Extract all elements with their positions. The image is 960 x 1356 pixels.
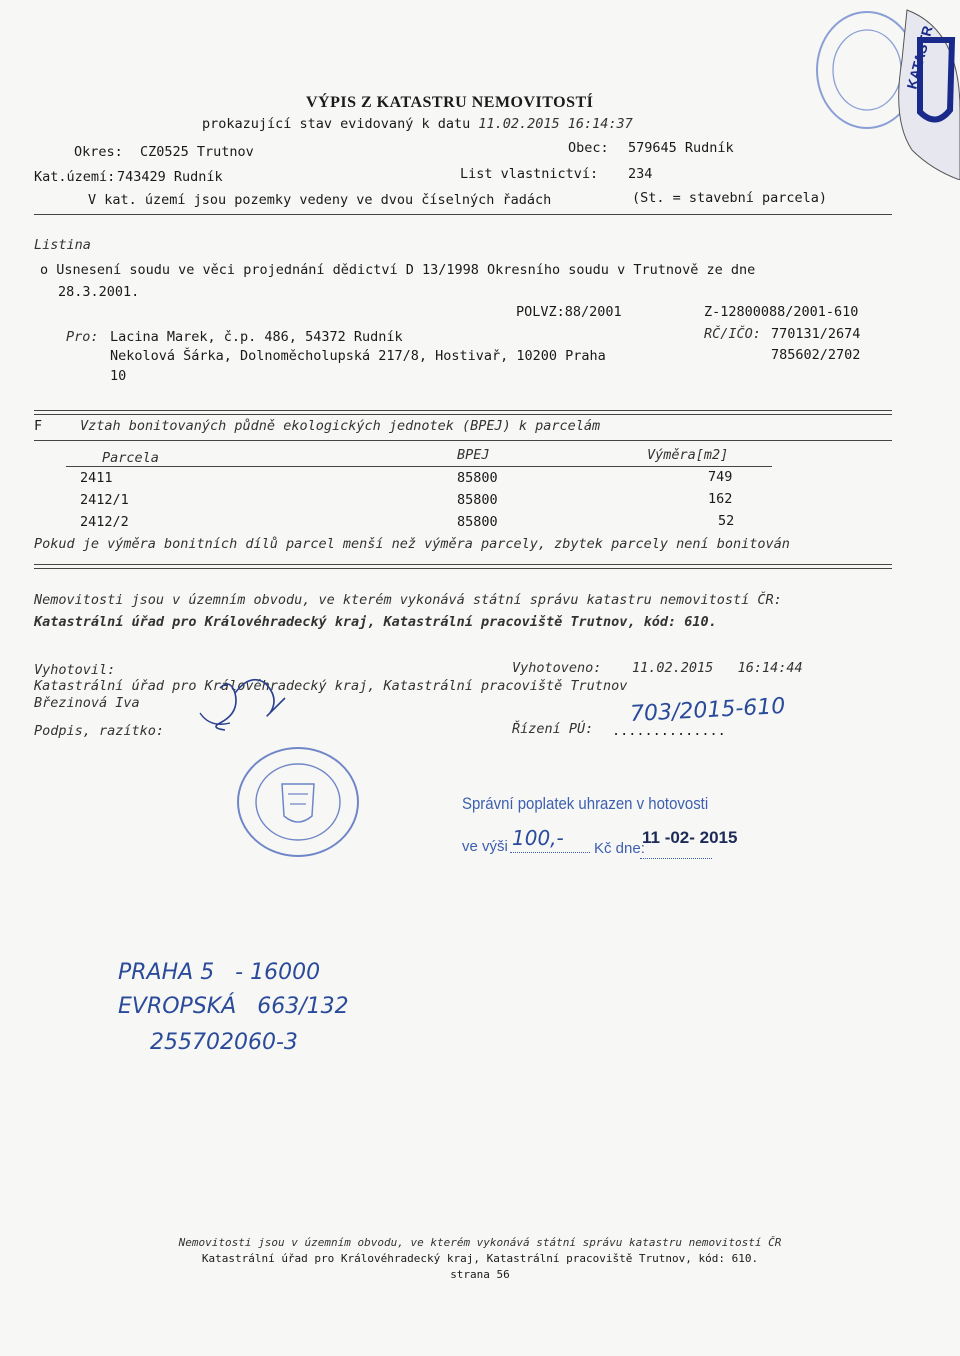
parcela-cell: 2412/1	[80, 492, 129, 508]
fee-currency: Kč dne:	[594, 840, 645, 857]
rizeni-label: Řízení PÚ:	[512, 721, 594, 737]
vymera-cell: 162	[708, 491, 733, 507]
okres-label: Okres:	[74, 144, 123, 160]
rizeni-handwritten: 703/2015-610	[629, 693, 786, 728]
obec-value: 579645 Rudník	[628, 140, 734, 156]
col-bpej: BPEJ	[457, 447, 490, 463]
table-header-rule	[66, 466, 772, 467]
listina-item-line1: o Usnesení soudu ve věci projednání dědictví D 13/1998 Okresního soudu v Trutnově ze dne	[40, 262, 756, 278]
bpej-cell: 85800	[457, 514, 498, 530]
col-vymera: Výměra[m2]	[647, 447, 729, 463]
fee-date-dots	[640, 858, 712, 859]
document-title: VÝPIS Z KATASTRU NEMOVITOSTÍ	[306, 94, 594, 111]
subtitle-date: 11.02.2015 16:14:37	[478, 116, 633, 132]
podpis-label: Podpis, razítko:	[34, 723, 165, 739]
bpej-cell: 85800	[457, 492, 498, 508]
parcela-cell: 2412/2	[80, 514, 129, 530]
series-note-right: (St. = stavební parcela)	[632, 190, 828, 206]
vymera-cell: 52	[718, 513, 735, 529]
fee-stamp-prefix: ve výši	[462, 838, 508, 855]
vyhotovil-name: Březinová Iva	[34, 695, 140, 711]
vyhotoveno-label: Vyhotoveno:	[512, 660, 602, 676]
lv-value: 234	[628, 166, 653, 182]
rc2: 785602/2702	[771, 347, 861, 363]
katuzemi-value: 743429 Rudník	[117, 169, 223, 185]
vymera-cell: 749	[708, 469, 733, 485]
handwritten-note-line3: 255702060-3	[150, 1030, 298, 1055]
person2: Nekolová Šárka, Dolnoměcholupská 217/8, Hostivař, 10200 Praha	[110, 348, 606, 364]
fee-stamp-line1: Správní poplatek uhrazen v hotovosti	[462, 794, 709, 813]
section-f-title-rule	[34, 440, 892, 441]
vyhotovil-label: Vyhotovil:	[34, 662, 116, 678]
katuzemi-label: Kat.území:	[34, 169, 116, 185]
footer-line2: Katastrální úřad pro Královéhradecký kraj, Katastrální pracoviště Trutnov, kód: 610.	[201, 1252, 759, 1265]
fee-amount: 100,-	[512, 826, 564, 850]
lv-label: List vlastnictví:	[460, 166, 599, 182]
section-f-title: Vztah bonitovaných půdně ekologických jednotek (BPEJ) k parcelám	[80, 418, 601, 434]
rc-label: RČ/IČO:	[704, 326, 761, 342]
fee-amount-dots	[510, 852, 590, 853]
section-f-divider	[34, 410, 892, 415]
footer-line1: Nemovitosti jsou v územním obvodu, ve kterém vykonává státní správu katastru nemovitostí ČR	[178, 1236, 782, 1249]
pro-label: Pro:	[66, 329, 99, 345]
vyhotovil-org: Katastrální úřad pro Královéhradecký kraj, Katastrální pracoviště Trutnov	[34, 678, 628, 694]
polvz-number: POLVZ:88/2001	[516, 304, 622, 320]
signature	[190, 668, 310, 738]
handwritten-note-line2: EVROPSKÁ 663/132	[118, 994, 349, 1019]
rc1: 770131/2674	[771, 326, 861, 342]
corner-stamp	[812, 0, 960, 180]
bonitace-footnote: Pokud je výměra bonitních dílů parcel menší než výměra parcely, zbytek parcely není bonitován	[34, 536, 790, 552]
subtitle	[202, 116, 633, 132]
round-office-stamp	[232, 744, 364, 860]
svg-text:KATASTR: KATASTR	[903, 24, 936, 91]
rizeni-dots: ..............	[612, 723, 726, 739]
office-line1: Nemovitosti jsou v územním obvodu, ve kterém vykonává státní správu katastru nemovitostí ČR:	[34, 592, 782, 608]
office-line2: Katastrální úřad pro Královéhradecký kraj, Katastrální pracoviště Trutnov, kód: 610.	[34, 614, 717, 630]
handwritten-note-line1: PRAHA 5 - 16000	[118, 960, 321, 985]
parcela-cell: 2411	[80, 470, 113, 486]
z-number: Z-12800088/2001-610	[704, 304, 859, 320]
obec-label: Obec:	[568, 140, 609, 156]
okres-value: CZ0525 Trutnov	[140, 144, 254, 160]
fee-date: 11 -02- 2015	[642, 828, 738, 847]
col-parcela: Parcela	[102, 450, 159, 466]
bpej-cell: 85800	[457, 470, 498, 486]
listina-item-line2: 28.3.2001.	[58, 284, 140, 300]
listina-label: Listina	[34, 237, 91, 253]
section-f-end-divider	[34, 564, 892, 569]
page-number: strana 56	[450, 1268, 510, 1281]
person2-cont: 10	[110, 368, 127, 384]
subtitle-prefix: prokazující stav evidovaný k datu	[202, 116, 471, 132]
person1: Lacina Marek, č.p. 486, 54372 Rudník	[110, 329, 403, 345]
header-divider	[34, 214, 892, 215]
series-note: V kat. území jsou pozemky vedeny ve dvou číselných řadách	[88, 192, 552, 208]
vyhotoveno-value: 11.02.2015 16:14:44	[632, 660, 803, 676]
section-f-letter: F	[34, 418, 43, 434]
